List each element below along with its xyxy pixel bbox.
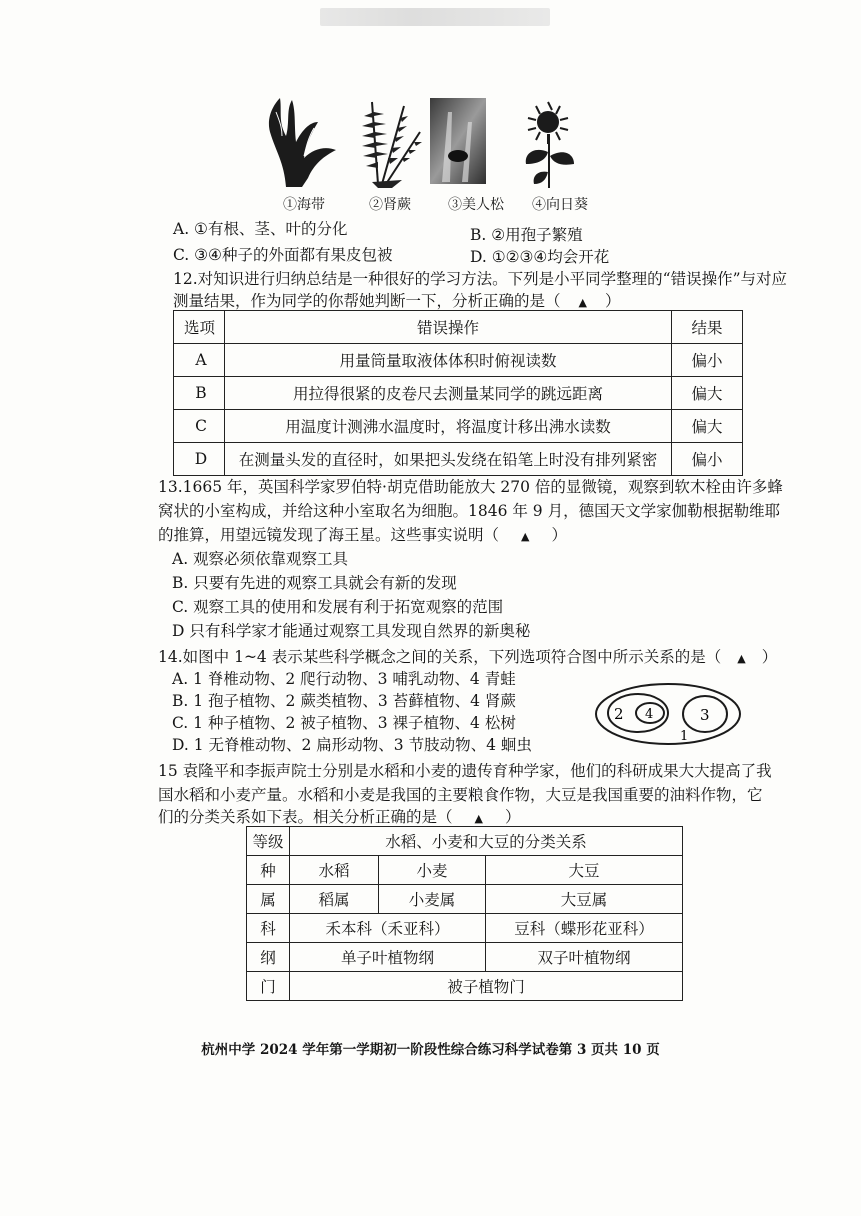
q15-stem-text: 们的分类关系如下表。相关分析正确的是（ [158,808,453,826]
answer-marker: ▲ [521,530,530,543]
table-cell: 小麦 [379,856,486,885]
table-cell: 偏小 [672,344,743,377]
concept-venn-diagram [592,680,744,752]
table-header: 选项 [174,311,225,344]
q13-option-d: D 只有科学家才能通过观察工具发现自然界的新奥秘 [172,622,531,640]
q14-option-c: C. 1 种子植物、2 被子植物、3 裸子植物、4 松树 [172,714,516,732]
table-row [247,972,683,1001]
table-row [174,410,743,443]
answer-marker: ▲ [737,652,746,665]
header-smudge [320,8,550,26]
table-cell: 用量筒量取液体体积时俯视读数 [225,344,672,377]
q12-stem-tail: ） [604,292,621,310]
table-header: 水稻、小麦和大豆的分类关系 [290,827,683,856]
page-footer: 杭州中学 2024 学年第一学期初一阶段性综合练习科学试卷第 3 页共 10 页 [201,1042,660,1058]
table-cell: 双子叶植物纲 [486,943,683,972]
q14-option-a: A. 1 脊椎动物、2 爬行动物、3 哺乳动物、4 青蛙 [172,670,516,688]
kelp-illustration [256,92,352,192]
diagram-label-3: 3 [700,706,710,724]
diagram-label-1: 1 [680,729,689,744]
q11-option-d: D. ①②③④均会开花 [470,248,610,266]
q12-stem-line1: 12.对知识进行归纳总结是一种很好的学习方法。下列是小平同学整理的“错误操作”与对应 [173,270,788,288]
table-cell: 用拉得很紧的皮卷尺去测量某同学的跳远距离 [225,377,672,410]
q13-stem-text: 的推算，用望远镜发现了海王星。这些事实说明（ [158,526,500,544]
table-row [174,377,743,410]
answer-marker: ▲ [474,812,483,825]
table-cell: 用温度计测沸水温度时，将温度计移出沸水读数 [225,410,672,443]
table-cell: 小麦属 [379,885,486,914]
q14-stem [158,646,777,670]
table-row [174,443,743,476]
caption-pine: ③美人松 [448,197,504,213]
table-cell-level: 种 [247,856,290,885]
pine-photo [428,92,524,192]
caption-fern: ②肾蕨 [369,197,411,213]
table-header: 结果 [672,311,743,344]
table-cell: C [174,410,225,443]
sunflower-illustration [512,92,608,192]
table-cell: 豆科（蝶形花亚科） [486,914,683,943]
table-cell: D [174,443,225,476]
q15-stem-tail: ） [504,808,521,826]
q13-stem-tail: ） [551,526,567,544]
table-cell: A [174,344,225,377]
table-cell: 偏大 [672,377,743,410]
answer-marker: ▲ [578,296,587,309]
table-cell: 被子植物门 [290,972,683,1001]
q15-stem-line1: 15 袁隆平和李振声院士分别是水稻和小麦的遗传育种学家，他们的科研成果大大提高了我 [158,762,772,780]
q14-stem-tail: ） [761,648,778,666]
table-cell: 偏大 [672,410,743,443]
table-row [174,344,743,377]
diagram-label-2: 2 [614,705,624,723]
q11-option-a: A. ①有根、茎、叶的分化 [173,220,348,238]
table-cell-level: 门 [247,972,290,1001]
q14-option-d: D. 1 无脊椎动物、2 扁形动物、3 节肢动物、4 蛔虫 [172,736,532,754]
q12-stem-text: 测量结果，作为同学的你帮她判断一下，分析正确的是（ [173,292,561,310]
table-header-row [174,311,743,344]
table-cell: 在测量头发的直径时，如果把头发绕在铅笔上时没有排列紧密 [225,443,672,476]
q11-option-c: C. ③④种子的外面都有果皮包被 [173,246,393,264]
fern-illustration [342,92,438,192]
table-header: 等级 [247,827,290,856]
table-header-row [247,827,683,856]
q13-stem-line3 [158,524,567,548]
table-row [247,943,683,972]
table-cell-level: 科 [247,914,290,943]
caption-kelp: ①海带 [283,197,325,213]
table-header: 错误操作 [225,311,672,344]
table-cell-level: 属 [247,885,290,914]
q14-option-b: B. 1 孢子植物、2 蕨类植物、3 苔藓植物、4 肾蕨 [172,692,516,710]
table-cell: B [174,377,225,410]
table-cell: 水稻 [290,856,379,885]
table-row [247,856,683,885]
table-row [247,885,683,914]
q13-option-c: C. 观察工具的使用和发展有利于拓宽观察的范围 [172,598,504,616]
table-cell: 大豆 [486,856,683,885]
q12-table [173,310,743,476]
q11-option-b: B. ②用孢子繁殖 [470,226,583,244]
table-cell: 大豆属 [486,885,683,914]
table-cell: 稻属 [290,885,379,914]
q13-stem-line1: 13.1665 年，英国科学家罗伯特·胡克借助能放大 270 倍的显微镜，观察到软木栓由许多蜂 [158,478,783,496]
q14-stem-text: 14.如图中 1~4 表示某些科学概念之间的关系，下列选项符合图中所示关系的是（ [158,648,722,666]
caption-sunflower: ④向日葵 [532,197,588,213]
table-cell: 单子叶植物纲 [290,943,486,972]
table-row [247,914,683,943]
diagram-label-4: 4 [645,707,654,722]
q15-stem-line2: 国水稻和小麦产量。水稻和小麦是我国的主要粮食作物，大豆是我国重要的油料作物，它 [158,786,763,804]
table-cell: 禾本科（禾亚科） [290,914,486,943]
table-cell-level: 纲 [247,943,290,972]
table-cell: 偏小 [672,443,743,476]
q13-option-b: B. 只要有先进的观察工具就会有新的发现 [172,574,457,592]
q13-stem-line2: 窝状的小室构成，并给这种小室取名为细胞。1846 年 9 月，德国天文学家伽勒根据勒维耶 [158,502,781,520]
q15-classification-table [246,826,683,1001]
q13-option-a: A. 观察必须依靠观察工具 [172,550,349,568]
